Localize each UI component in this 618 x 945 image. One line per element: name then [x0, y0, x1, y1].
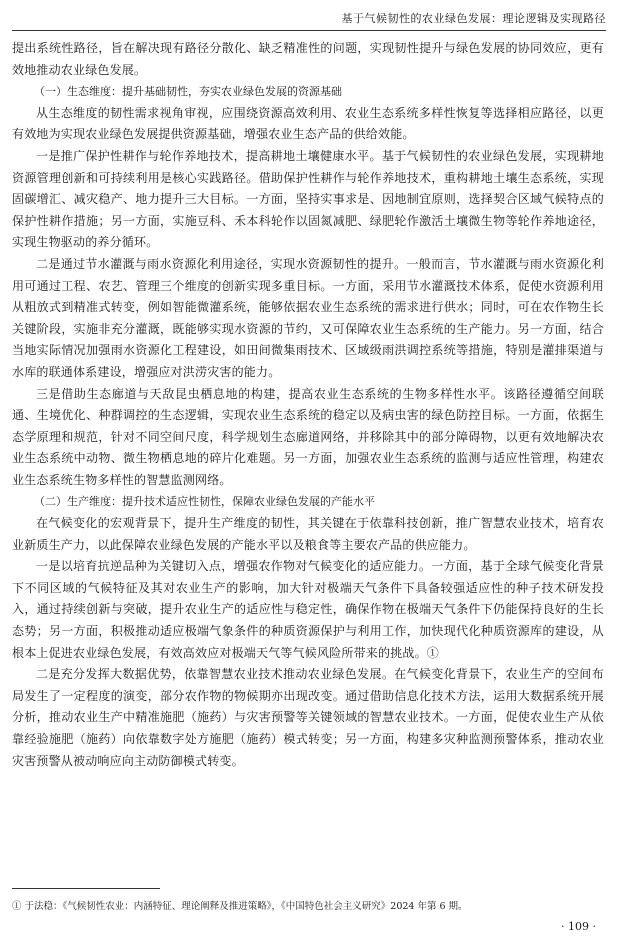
- footnote-divider: [12, 888, 160, 889]
- paragraph-big-data: 二是充分发挥大数据优势，依靠智慧农业技术推动农业绿色发展。在气候变化背景下，农业生产的空间布局发生了一定程度的演变，部分农作物的物候期亦出现改变。通过借助信息化技术方法，运用大数据系统开展分析，推动农业生产中精准施肥（施药）与灾害预警等关键领域的智慧农业技术。一方面，促使农业生产从依靠经验施肥（施药）向依靠数字处方施肥（施药）模式转变；另一方面，构建多灾种监测预警体系，推动农业灾害预警从被动响应向主动防御模式转变。: [12, 667, 604, 768]
- section-heading-production: （二）生产维度：提升技术适应性韧性，保障农业绿色发展的产能水平: [34, 495, 375, 509]
- running-title: 基于气候韧性的农业绿色发展：理论逻辑及实现路径: [341, 12, 606, 25]
- footnote: ① 于法稳：《气候韧性农业：内涵特征、理论阐释及推进策略》，《中国特色社会主义研究》2024 年第 6 期。: [12, 901, 468, 912]
- paragraph-ecological-intro: 从生态维度的韧性需求视角审视，应围绕资源高效利用、农业生态系统多样性恢复等选择相应路径，以更有效地为实现农业绿色发展提供资源基础，增强农业生态产品的供给效能。: [12, 105, 604, 142]
- section-heading-ecological: （一）生态维度：提升基础韧性，夯实农业绿色发展的资源基础: [34, 85, 342, 99]
- paragraph-production-intro: 在气候变化的宏观背景下，提升生产维度的韧性，其关键在于依靠科技创新，推广智慧农业技术，培育农业新质生产力，以此保障农业绿色发展的产能水平以及粮食等主要农产品的供应能力。: [12, 516, 604, 552]
- paragraph-continued: 提出系统性路径，旨在解决现有路径分散化、缺乏精准性的问题，实现韧性提升与绿色发展的协同效应，更有效地推动农业绿色发展。: [12, 41, 604, 77]
- paragraph-resistant-varieties: 一是以培育抗逆品种为关键切入点，增强农作物对气候变化的适应能力。一方面，基于全球气候变化背景下不同区域的气候特征及其对农业生产的影响，加大针对极端天气条件下具备较强适应性的种子技术研发投入，通过持续创新与突破，提升农业生产的适应性与稳定性，确保作物在极端天气条件下仍能保持良好的生长态势；另一方面，积极推动适应极端气象条件的种质资源保护与利用工作，加快现代化种质资源库的建设，从根本上促进农业绿色发展，有效高效应对极端天气等气候风险所带来的挑战。①: [12, 559, 604, 660]
- paragraph-conservation-tillage: 一是推广保护性耕作与轮作养地技术，提高耕地土壤健康水平。基于气候韧性的农业绿色发展，实现耕地资源管理创新和可持续利用是核心实践路径。借助保护性耕作与轮作养地技术，重构耕地土壤生态系统，实现固碳增汇、减灾稳产、地力提升三大目标。一方面，坚持实事求是、因地制宜原则，选择契合区域气候特点的保护性耕作措施；另一方面，实施豆科、禾本科轮作以固氮减肥、绿肥轮作激活土壤微生物等轮作养地途径，实现生物驱动的养分循环。: [12, 148, 604, 250]
- running-header: [12, 8, 606, 31]
- paragraph-water-saving: 二是通过节水灌溉与雨水资源化利用途径，实现水资源韧性的提升。一般而言，节水灌溉与雨水资源化利用可通过工程、农艺、管理三个维度的创新实现多重目标。一方面，采用节水灌溉技术体系，促使水资源利用从粗放式到精准式转变，例如智能微灌系统，能够依据农业生态系统的需求进行供水；同时，可在农作物生长关键阶段，实施非充分灌溉，既能够实现水资源的节约，又可保障农业生态系统的生产能力。另一方面，结合当地实际情况加强雨水资源化工程建设，如田间微集雨技术、区域级雨洪调控系统等措施，特别是灌排渠道与水库的联通体系建设，增强应对洪涝灾害的能力。: [12, 256, 604, 379]
- page-number: · 109 ·: [561, 920, 596, 933]
- paragraph-ecological-corridor: 三是借助生态廊道与天敌昆虫栖息地的构建，提高农业生态系统的生物多样性水平。该路径遵循空间联通、生境优化、种群调控的生态逻辑，实现农业生态系统的稳定以及病虫害的绿色防控目标。一方面，依据生态学原理和规范，针对不同空间尺度，科学规划生态廊道网络，并移除其中的部分障碍物，以更有效地解决农业生态系统中动物、微生物栖息地的碎片化难题。另一方面，加强农业生态系统的监测与适应性管理，构建农业生态系统生物多样性的智慧监测网络。: [12, 386, 604, 487]
- article-body: [12, 38, 604, 772]
